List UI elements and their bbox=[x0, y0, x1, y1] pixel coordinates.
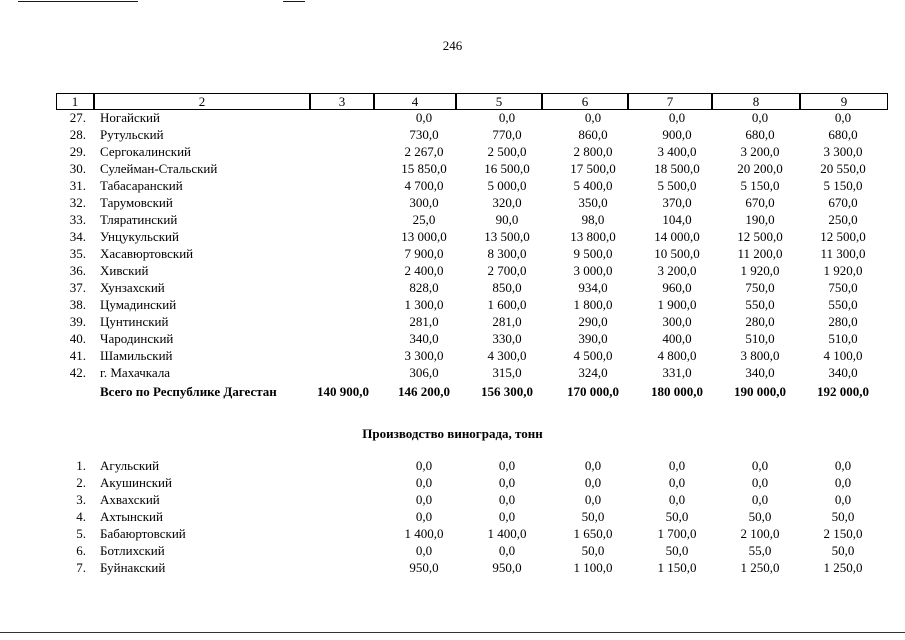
row-number: 29. bbox=[69, 144, 86, 159]
district-name: Хунзахский bbox=[100, 280, 165, 295]
table-cell: 3 300,0 bbox=[404, 348, 444, 363]
table-cell: 950,0 bbox=[492, 560, 522, 575]
table-row bbox=[0, 194, 905, 211]
table-cell: 1 650,0 bbox=[573, 526, 613, 541]
table-cell: 1 400,0 bbox=[404, 526, 444, 541]
district-name: Бабаюртовский bbox=[100, 526, 186, 541]
table-cell: 50,0 bbox=[831, 509, 855, 524]
table-cell: 0,0 bbox=[498, 543, 516, 558]
district-name: Хасавюртовский bbox=[100, 246, 194, 261]
table-cell: 7 900,0 bbox=[404, 246, 444, 261]
header-col-2: 2 bbox=[94, 94, 310, 109]
district-name: Тляратинский bbox=[100, 212, 178, 227]
table-cell: 20 550,0 bbox=[820, 161, 866, 176]
table-cell: 3 200,0 bbox=[657, 263, 697, 278]
table-cell: 550,0 bbox=[745, 297, 775, 312]
table-cell: 400,0 bbox=[662, 331, 692, 346]
table-cell: 98,0 bbox=[581, 212, 605, 227]
table-cell: 1 150,0 bbox=[657, 560, 697, 575]
row-number: 40. bbox=[69, 331, 86, 346]
table-cell: 0,0 bbox=[415, 458, 433, 473]
table-cell: 3 300,0 bbox=[823, 144, 863, 159]
table-row bbox=[0, 245, 905, 262]
table-cell: 1 400,0 bbox=[487, 526, 527, 541]
table-cell: 4 800,0 bbox=[657, 348, 697, 363]
row-number: 2. bbox=[76, 475, 86, 490]
table-cell: 750,0 bbox=[828, 280, 858, 295]
scan-edge bbox=[0, 632, 905, 633]
row-number: 32. bbox=[69, 195, 86, 210]
district-name: Всего по Республике Дагестан bbox=[100, 384, 277, 399]
row-number: 41. bbox=[69, 348, 86, 363]
table-cell: 324,0 bbox=[578, 365, 608, 380]
table-cell: 0,0 bbox=[751, 110, 769, 125]
table-row bbox=[0, 491, 905, 508]
table-row bbox=[0, 177, 905, 194]
table-cell: 2 800,0 bbox=[573, 144, 613, 159]
table-cell: 0,0 bbox=[834, 110, 852, 125]
table-cell: 190,0 bbox=[745, 212, 775, 227]
district-name: Агульский bbox=[100, 458, 160, 473]
table-cell: 0,0 bbox=[834, 458, 852, 473]
table-cell: 11 200,0 bbox=[737, 246, 783, 261]
table-cell: 320,0 bbox=[492, 195, 522, 210]
table-cell: 18 500,0 bbox=[654, 161, 700, 176]
table-cell: 50,0 bbox=[665, 509, 689, 524]
table-cell: 50,0 bbox=[748, 509, 772, 524]
table-cell: 828,0 bbox=[409, 280, 439, 295]
table-cell: 390,0 bbox=[578, 331, 608, 346]
table-row bbox=[0, 542, 905, 559]
scan-mark bbox=[18, 1, 138, 2]
table-cell: 140 900,0 bbox=[317, 384, 369, 399]
district-name: Рутульский bbox=[100, 127, 164, 142]
table-cell: 750,0 bbox=[745, 280, 775, 295]
table-cell: 331,0 bbox=[662, 365, 692, 380]
row-number: 31. bbox=[69, 178, 86, 193]
table-cell: 4 700,0 bbox=[404, 178, 444, 193]
district-name: Шамильский bbox=[100, 348, 173, 363]
table-cell: 0,0 bbox=[498, 509, 516, 524]
table-cell: 0,0 bbox=[498, 492, 516, 507]
header-col-8: 8 bbox=[712, 94, 800, 109]
table-row bbox=[0, 457, 905, 474]
table-cell: 4 100,0 bbox=[823, 348, 863, 363]
table-cell: 340,0 bbox=[828, 365, 858, 380]
table-cell: 315,0 bbox=[492, 365, 522, 380]
table-cell: 0,0 bbox=[584, 475, 602, 490]
table-cell: 192 000,0 bbox=[817, 384, 869, 399]
table-cell: 0,0 bbox=[668, 492, 686, 507]
total-row bbox=[0, 383, 905, 400]
table-cell: 850,0 bbox=[492, 280, 522, 295]
table-cell: 50,0 bbox=[831, 543, 855, 558]
row-number: 33. bbox=[69, 212, 86, 227]
table-cell: 3 200,0 bbox=[740, 144, 780, 159]
table-cell: 8 300,0 bbox=[487, 246, 527, 261]
table-cell: 770,0 bbox=[492, 127, 522, 142]
table-cell: 0,0 bbox=[415, 110, 433, 125]
table-cell: 4 500,0 bbox=[573, 348, 613, 363]
table-cell: 2 267,0 bbox=[404, 144, 444, 159]
district-name: Табасаранский bbox=[100, 178, 183, 193]
table-cell: 146 200,0 bbox=[398, 384, 450, 399]
table-cell: 680,0 bbox=[745, 127, 775, 142]
table-cell: 950,0 bbox=[409, 560, 439, 575]
table-cell: 90,0 bbox=[495, 212, 519, 227]
table-cell: 55,0 bbox=[748, 543, 772, 558]
header-col-5: 5 bbox=[456, 94, 542, 109]
table-cell: 13 000,0 bbox=[401, 229, 447, 244]
table-cell: 510,0 bbox=[828, 331, 858, 346]
table-cell: 0,0 bbox=[834, 492, 852, 507]
table-cell: 0,0 bbox=[498, 475, 516, 490]
table-cell: 11 300,0 bbox=[820, 246, 866, 261]
table-cell: 510,0 bbox=[745, 331, 775, 346]
section-title: Производство винограда, тонн bbox=[362, 426, 543, 441]
table-row bbox=[0, 313, 905, 330]
district-name: Буйнакский bbox=[100, 560, 166, 575]
table-row bbox=[0, 228, 905, 245]
table-cell: 5 500,0 bbox=[657, 178, 697, 193]
table-cell: 1 250,0 bbox=[740, 560, 780, 575]
table-cell: 370,0 bbox=[662, 195, 692, 210]
district-name: Тарумовский bbox=[100, 195, 173, 210]
header-col-6: 6 bbox=[542, 94, 628, 109]
table-cell: 300,0 bbox=[662, 314, 692, 329]
table-cell: 0,0 bbox=[415, 475, 433, 490]
table-cell: 2 400,0 bbox=[404, 263, 444, 278]
row-number: 35. bbox=[69, 246, 86, 261]
table-cell: 2 500,0 bbox=[487, 144, 527, 159]
table-cell: 900,0 bbox=[662, 127, 692, 142]
table-cell: 1 300,0 bbox=[404, 297, 444, 312]
table-cell: 50,0 bbox=[581, 509, 605, 524]
table-cell: 5 000,0 bbox=[487, 178, 527, 193]
header-col-4: 4 bbox=[374, 94, 456, 109]
table-header bbox=[56, 93, 888, 110]
table-cell: 2 700,0 bbox=[487, 263, 527, 278]
row-number: 42. bbox=[69, 365, 86, 380]
table-cell: 190 000,0 bbox=[734, 384, 786, 399]
table-cell: 170 000,0 bbox=[567, 384, 619, 399]
table-cell: 0,0 bbox=[498, 110, 516, 125]
table-row bbox=[0, 347, 905, 364]
table-row bbox=[0, 559, 905, 576]
table-cell: 960,0 bbox=[662, 280, 692, 295]
table-cell: 280,0 bbox=[745, 314, 775, 329]
table-cell: 680,0 bbox=[828, 127, 858, 142]
table-cell: 934,0 bbox=[578, 280, 608, 295]
table-row bbox=[0, 279, 905, 296]
table-row bbox=[0, 364, 905, 381]
table-cell: 0,0 bbox=[584, 458, 602, 473]
table-row bbox=[0, 296, 905, 313]
table-cell: 5 150,0 bbox=[823, 178, 863, 193]
table-cell: 20 200,0 bbox=[737, 161, 783, 176]
table-cell: 0,0 bbox=[668, 475, 686, 490]
table-cell: 1 920,0 bbox=[740, 263, 780, 278]
table-cell: 1 700,0 bbox=[657, 526, 697, 541]
table-cell: 5 400,0 bbox=[573, 178, 613, 193]
row-number: 30. bbox=[69, 161, 86, 176]
table-cell: 16 500,0 bbox=[484, 161, 530, 176]
table-row bbox=[0, 160, 905, 177]
table-cell: 330,0 bbox=[492, 331, 522, 346]
table-row bbox=[0, 143, 905, 160]
district-name: Ахвахский bbox=[100, 492, 160, 507]
table-cell: 0,0 bbox=[668, 458, 686, 473]
table-cell: 1 900,0 bbox=[657, 297, 697, 312]
table-cell: 50,0 bbox=[665, 543, 689, 558]
table-cell: 281,0 bbox=[492, 314, 522, 329]
table-cell: 1 600,0 bbox=[487, 297, 527, 312]
row-number: 3. bbox=[76, 492, 86, 507]
row-number: 37. bbox=[69, 280, 86, 295]
table-cell: 290,0 bbox=[578, 314, 608, 329]
table-cell: 0,0 bbox=[834, 475, 852, 490]
district-name: Хивский bbox=[100, 263, 149, 278]
table-row bbox=[0, 525, 905, 542]
row-number: 28. bbox=[69, 127, 86, 142]
district-name: Цумадинский bbox=[100, 297, 177, 312]
table-cell: 281,0 bbox=[409, 314, 439, 329]
table-cell: 0,0 bbox=[751, 458, 769, 473]
page-number: 246 bbox=[442, 38, 463, 53]
table-cell: 3 800,0 bbox=[740, 348, 780, 363]
district-name: Акушинский bbox=[100, 475, 172, 490]
row-number: 34. bbox=[69, 229, 86, 244]
district-name: г. Махачкала bbox=[100, 365, 171, 380]
table-cell: 670,0 bbox=[828, 195, 858, 210]
table-cell: 550,0 bbox=[828, 297, 858, 312]
table-cell: 9 500,0 bbox=[573, 246, 613, 261]
table-cell: 13 500,0 bbox=[484, 229, 530, 244]
header-col-7: 7 bbox=[628, 94, 712, 109]
table-row bbox=[0, 330, 905, 347]
table-cell: 0,0 bbox=[751, 492, 769, 507]
table-cell: 306,0 bbox=[409, 365, 439, 380]
table-cell: 4 300,0 bbox=[487, 348, 527, 363]
table-cell: 0,0 bbox=[668, 110, 686, 125]
table-cell: 0,0 bbox=[584, 492, 602, 507]
header-col-9: 9 bbox=[800, 94, 888, 109]
row-number: 36. bbox=[69, 263, 86, 278]
row-number: 39. bbox=[69, 314, 86, 329]
district-name: Сергокалинский bbox=[100, 144, 192, 159]
table-cell: 2 100,0 bbox=[740, 526, 780, 541]
table-cell: 12 500,0 bbox=[737, 229, 783, 244]
table-cell: 1 800,0 bbox=[573, 297, 613, 312]
table-cell: 1 100,0 bbox=[573, 560, 613, 575]
table-cell: 670,0 bbox=[745, 195, 775, 210]
table-row bbox=[0, 262, 905, 279]
scan-mark bbox=[283, 1, 305, 2]
row-number: 6. bbox=[76, 543, 86, 558]
table-cell: 156 300,0 bbox=[481, 384, 533, 399]
table-cell: 340,0 bbox=[409, 331, 439, 346]
table-cell: 14 000,0 bbox=[654, 229, 700, 244]
table-row bbox=[0, 126, 905, 143]
table-cell: 180 000,0 bbox=[651, 384, 703, 399]
table-cell: 280,0 bbox=[828, 314, 858, 329]
table-cell: 104,0 bbox=[662, 212, 692, 227]
table-cell: 1 920,0 bbox=[823, 263, 863, 278]
table-row bbox=[0, 109, 905, 126]
table-cell: 25,0 bbox=[412, 212, 436, 227]
table-cell: 0,0 bbox=[415, 543, 433, 558]
table-cell: 10 500,0 bbox=[654, 246, 700, 261]
table-cell: 5 150,0 bbox=[740, 178, 780, 193]
table-cell: 350,0 bbox=[578, 195, 608, 210]
table-row bbox=[0, 211, 905, 228]
row-number: 1. bbox=[76, 458, 86, 473]
row-number: 38. bbox=[69, 297, 86, 312]
row-number: 5. bbox=[76, 526, 86, 541]
row-number: 27. bbox=[69, 110, 86, 125]
table-cell: 250,0 bbox=[828, 212, 858, 227]
table-cell: 3 400,0 bbox=[657, 144, 697, 159]
table-cell: 17 500,0 bbox=[570, 161, 616, 176]
table-cell: 50,0 bbox=[581, 543, 605, 558]
district-name: Ботлихский bbox=[100, 543, 165, 558]
header-col-1: 1 bbox=[56, 94, 94, 109]
table-cell: 0,0 bbox=[415, 509, 433, 524]
district-name: Ногайский bbox=[100, 110, 160, 125]
table-row bbox=[0, 474, 905, 491]
district-name: Унцукульский bbox=[100, 229, 179, 244]
table-cell: 0,0 bbox=[498, 458, 516, 473]
table-cell: 0,0 bbox=[415, 492, 433, 507]
district-name: Сулейман-Стальский bbox=[100, 161, 218, 176]
row-number: 4. bbox=[76, 509, 86, 524]
table-cell: 340,0 bbox=[745, 365, 775, 380]
table-cell: 15 850,0 bbox=[401, 161, 447, 176]
table-cell: 12 500,0 bbox=[820, 229, 866, 244]
table-cell: 2 150,0 bbox=[823, 526, 863, 541]
row-number: 7. bbox=[76, 560, 86, 575]
table-cell: 860,0 bbox=[578, 127, 608, 142]
header-col-3: 3 bbox=[310, 94, 374, 109]
table-cell: 0,0 bbox=[751, 475, 769, 490]
district-name: Ахтынский bbox=[100, 509, 163, 524]
district-name: Чародинский bbox=[100, 331, 174, 346]
table-row bbox=[0, 508, 905, 525]
table-cell: 1 250,0 bbox=[823, 560, 863, 575]
table-cell: 0,0 bbox=[584, 110, 602, 125]
table-cell: 300,0 bbox=[409, 195, 439, 210]
table-cell: 13 800,0 bbox=[570, 229, 616, 244]
table-cell: 730,0 bbox=[409, 127, 439, 142]
district-name: Цунтинский bbox=[100, 314, 169, 329]
table-cell: 3 000,0 bbox=[573, 263, 613, 278]
